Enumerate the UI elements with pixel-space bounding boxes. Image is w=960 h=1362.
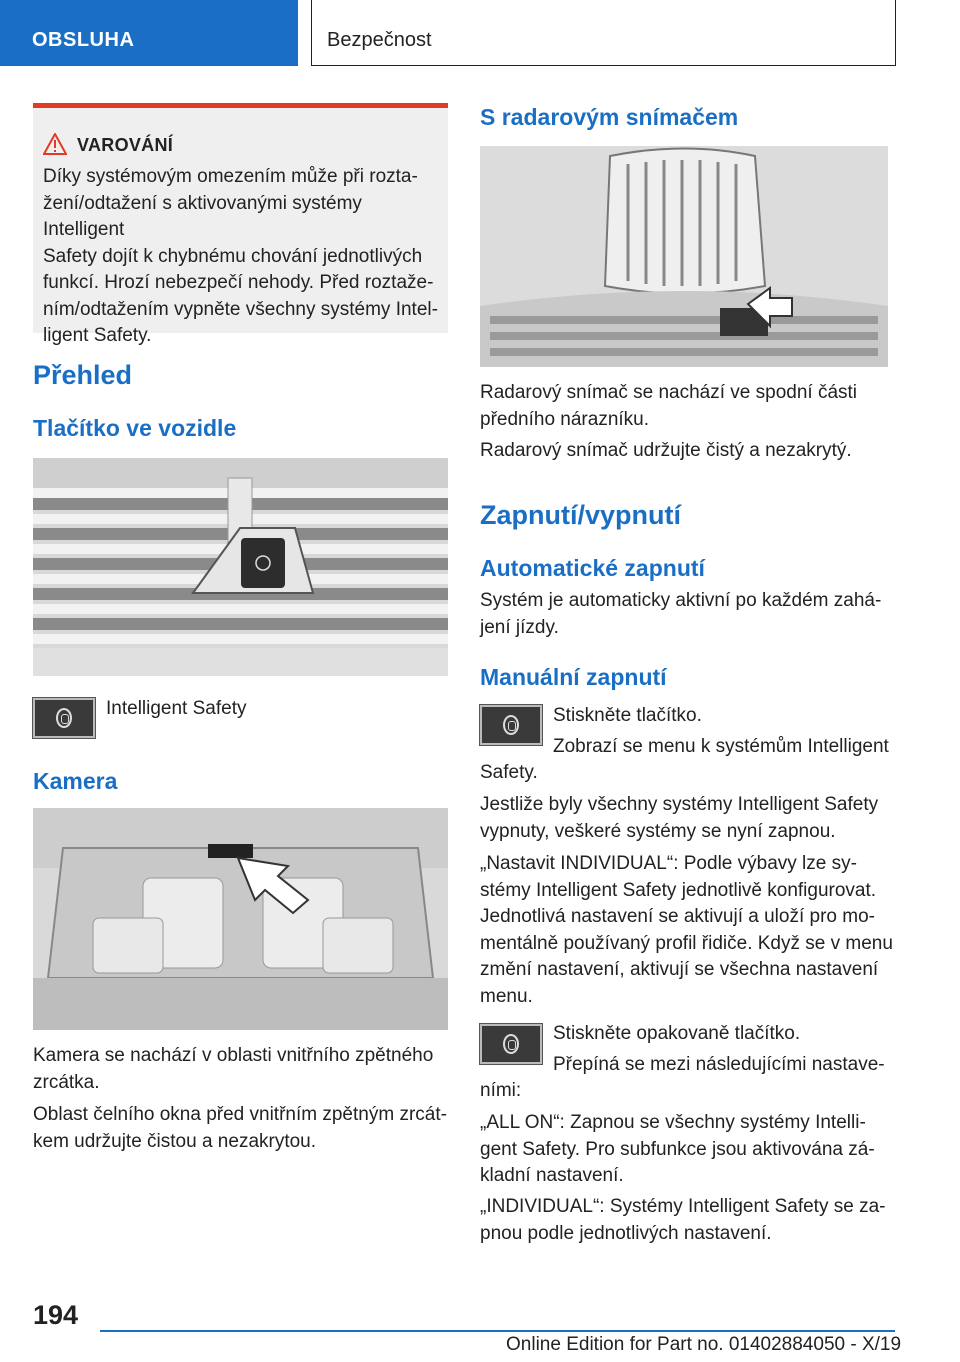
camera-paragraph-1: Kamera se nachází v oblasti vnitřního zpětného zrcátka.: [33, 1045, 434, 1093]
header-section-label: OBSLUHA: [32, 29, 135, 51]
individual-paragraph: „INDIVIDUAL“: Systémy Intelligent Safety se za- pnou podle jednotlivých nastavení.: [480, 1196, 886, 1244]
onoff-heading: Zapnutí/vypnutí: [480, 500, 681, 530]
manual-paragraph-2: Jestliže byly všechny systémy Intelligent Safety vypnuty, veškeré systémy se nyní zapnou.: [480, 794, 879, 842]
warning-text: Díky systémovým omezením může při rozta- žení/odtažení s aktivovanými systémy Intelligent Safety dojít k chybnému chování jednotlivých funkcí. Hrozí nebezpečí nehody. Před roztaže- ním/odtažením vypněte všechny systémy Intel- ligent Safety.: [43, 166, 438, 346]
warning-box: [33, 103, 448, 346]
camera-photo: [33, 808, 448, 1030]
warning-title: VAROVÁNÍ: [77, 135, 174, 155]
warning-triangle-icon: [43, 133, 67, 155]
radar-paragraph-2: Radarový snímač udržujte čistý a nezakrytý.: [480, 440, 852, 461]
button-caption: Intelligent Safety: [106, 698, 247, 719]
vehicle-button-photo: [33, 458, 448, 676]
manual-paragraph-3: „Nastavit INDIVIDUAL“: Podle výbavy lze sy- stémy Intelligent Safety jednotlivě konfigurovat. Jednotlivá nastavení se aktivují a uloží pro mo- mentálně používaný profil řidiče. Když se v menu změní nastavení, aktivují se všechna nastavení menu.: [480, 853, 893, 1007]
header-chapter-label: Bezpečnost: [327, 29, 432, 51]
auto-heading: Automatické zapnutí: [480, 555, 705, 581]
button-heading: Tlačítko ve vozidle: [33, 415, 237, 441]
intelligent-safety-button-icon: [33, 698, 95, 738]
page-number: 194: [33, 1300, 79, 1330]
footer-divider: [100, 1330, 895, 1332]
manual-step-1: Stiskněte tlačítko.: [553, 705, 702, 726]
radar-paragraph-1: Radarový snímač se nachází ve spodní části předního nárazníku.: [480, 382, 858, 430]
radar-heading: S radarovým snímačem: [480, 104, 739, 130]
allon-paragraph: „ALL ON“: Zapnou se všechny systémy Intelli- gent Safety. Pro subfunkce jsou aktivována zá- kladní nastavení.: [480, 1112, 875, 1186]
repeat-step-c: ními:: [480, 1080, 522, 1101]
header-section-tab: [0, 0, 298, 66]
overview-heading: Přehled: [33, 360, 133, 390]
repeat-step: Stiskněte opakovaně tlačítko.: [553, 1023, 801, 1044]
header-chapter-box: [311, 0, 896, 66]
camera-heading: Kamera: [33, 768, 118, 794]
auto-paragraph: Systém je automaticky aktivní po každém zahá- jení jízdy.: [480, 590, 882, 638]
repeat-button-icon: [480, 1024, 542, 1064]
radar-sensor-photo: [480, 146, 888, 367]
repeat-step-b: Přepíná se mezi následujícími nastave-: [553, 1054, 885, 1075]
camera-paragraph-2: Oblast čelního okna před vnitřním zpětným zrcát- kem udržujte čistou a nezakrytou.: [33, 1104, 447, 1152]
manual-step-1b: Zobrazí se menu k systémům Intelligent: [553, 736, 889, 757]
footer-edition: Online Edition for Part no. 01402884050 - X/19: [506, 1334, 902, 1355]
manual-step-1c: Safety.: [480, 762, 538, 783]
manual-button-icon: [480, 705, 542, 745]
manual-heading: Manuální zapnutí: [480, 664, 667, 690]
